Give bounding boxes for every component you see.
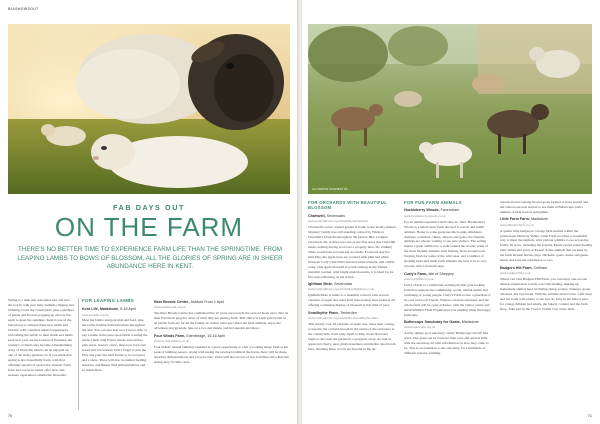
item-text: Curly's Farm is a traditional working mother goat looking farm that supports the community, social, mental health and wellbeing of young people. Curly's Farm is also a guardian of its own rare local breeds. Visitors can feed and hand, and the whole farm will be open at Easter, with the visitor centre and small Wildlife Farm Experiences lots running when the happy farm runs. (404, 282, 491, 317)
item-title: Four Winds Farm, Edenbridge, 15-16 April (154, 333, 225, 338)
page-number-left: 70 (8, 414, 13, 418)
intro-column (8, 298, 74, 380)
item-url[interactable]: www.badgershill.co.uk (500, 271, 531, 276)
item-title: Smallhythe Place, Tenterden (308, 310, 357, 315)
item-text: Ightham Mote is home to a beautiful orchard with several varieties of apple and other fruit trees having been planted, all offering a stunning display of blossom at this time of year. (308, 293, 395, 308)
orchards-column (308, 200, 396, 354)
item-url[interactable]: www.nationaltrust.org.uk/visit/kent/smallhythe-place (308, 316, 379, 320)
fun-animals-column (404, 200, 492, 359)
feature-standfirst: THERE'S NO BETTER TIME TO EXPERIENCE FARM LIFE THAN THE SPRINGTIME. FROM LEAPING LAMBS TO BOWS OF BLOSSOM, ALL THE GLORIES OF SPRING ARE IN SHEER ABUNDANCE HERE IN KENT. (17, 246, 283, 270)
item-text: The Rare Breeds Centre has confirmed that 10 years are towards the season! Keen up to date on their Facebook page for news of what they are putting forth. This 100-acre farm spectacular in an idyllic farm are for all the family, no matter what age! Meet the farm animals, enjoy the adventure playgrounds, take on a two-tier maize, and its lakeside and more. (154, 311, 289, 331)
item-text: For an animal experience that's like no other, Huckleberry Woods is a small rustic farm devoted to rescue and misfit animals. Home to some gorgeous micro-pigs, miniature donkeys, wallabies, sheep, alpacas and goats, the friendly animals are always waiting to see new visitors. The setting makes a great addition to a walk around the woods, some of the most friendly animals with friendly faces around town. Staying fresh for some of the wild ones, and a number of spoiling hand and small farm animals, the best is in so very woodsy with a blossom sign. (404, 219, 488, 269)
item-url[interactable]: www.nationaltrust.org.uk/visit/kent/chartwell (308, 219, 368, 224)
item-text: A quaint little hedgerow cottage farm nestled within the picturesque Medway Valley, Little Farm provides a wonderful way to meet the animals, with various wildlife to see across the farm's 50 acres, including the popular Easter events when feeding baby lambs and goats at Easter! Some animals that are kept by the farm include horses, pigs, chickens, goats, ducks and geese, sheep and even the odd alpaca or two. (500, 228, 592, 263)
item-text: Meet the lambs and goat kids and feed, take the bottle feeding demonstrations throughout the day! You can also hop on a Tractor ride, or pay a name in the pure open fields creating the perfect farm with Easter chicks and outdoor play areas, bouncy castle, meet new born and bored and ron wanted. Don't forget to join the Play and your fun with Easter to be recorded and a show. There will also be animal feeding sessions, and Bunny find demonstrations and so much more. (82, 318, 148, 373)
item-url[interactable]: www.littlefarmfarm.co.uk (500, 222, 534, 227)
lambs-photo (8, 24, 290, 194)
item-title: Rare Breeds Centre, Ashford From 1 April (154, 300, 225, 304)
orchards-heading: FOR ORCHARDS WITH BEAUTIFUL BLOSSOM (308, 200, 387, 211)
column-lead-text: reasons horses usually moved goats farmed or have started and the visitors are best season to see them at Buttercups with a number of kids born in springtime. (500, 200, 589, 214)
intro-text: Spring is a time that welcomes new life into the world, with new baby animals clinging and blinking across the countryside, plus a plethora of plants and flowers popping up all over the earth to greet the sunshine. Kent is one of the best places to witness these new births and blooms, with countless animal experiences welcoming the public to their fields and farms each new year. As the Garden of England, the county's orchards also become a mesmerising array of blossoms which can be enjoyed on one of our many gardens. So if you think that spring is also beautifully fresh, with first offerings sprouts of season the Jurassic fresh feed, and colors in which offer nice, and treasure experiences amidst the blossoms. (8, 298, 74, 377)
item-title: Ightham Mote, Sevenoaks (308, 282, 353, 287)
item-text: A truly quirky goat sanctuary called 'Buttercups' and 20 fine acres. The goats can be found in their own and several little with the sanctuary all with information on how they came to be. This is an extension to the sanctuary for a multitude of different reasons, farming. (404, 331, 489, 356)
item-title: Huckleberry Woods, Faversham (404, 208, 460, 213)
item-url[interactable]: www.kentlife.org.uk (82, 312, 109, 317)
item-url[interactable]: www.nationaltrust.org.uk/visit/kent/ightham-mote (308, 287, 375, 292)
more-farms-column (500, 200, 592, 314)
fun-animals-heading: FOR FUN FARM ANIMALS (404, 200, 462, 205)
goats-photo (308, 24, 592, 194)
item-text: Chartwell's sweet, walled garden is home to the mostly missed 'mystery' family tree still standing, adored by Winston Churchill's blossom throughout the period. Hire a tamper Chartwell, the orchard was one of the first areas that Churchill made creating having trod over a property here. Do walking while would later become his art studio. From late April to mid-May, the apple trees are covered with pink and white blossom. Lady Churchill's beloved white wisteria, still visible today. One apple blossom is worth visiting in the 'Winter Autumn' Garden, with bright pink blossoms, it is ideal for its frivolous reflecting on his return. (308, 225, 396, 279)
item-text: Where can visit Badgers Hill Farm, you can enjoy one-on-one animal experiences to help you with feeding, making up homemade animal feed, including sheep, ponies, donkeys, goats, chickens and rare breed. With the animals there is also a gift shop and tea room with plenty to see and do. Play in the indoor barn for young children and adults, the bakery counter and the farm shop. Take part in the Tractor Trailer tour of the farm. (500, 276, 592, 311)
item-title: Curly's Farm, Isle of Sheppey (404, 271, 454, 276)
column-divider (78, 298, 79, 410)
feature-eyebrow: FAB DAYS OUT (112, 203, 186, 212)
item-title: Little Farm Farm, Maidstone (500, 217, 548, 222)
magazine-tag: BIASHOWSOUT (8, 7, 39, 11)
feature-title: ON THE FARM (54, 212, 244, 242)
farms-column (154, 298, 290, 367)
item-url[interactable]: www.huckleberry-woods.co.uk (404, 213, 446, 218)
item-title: Kent Life, Maidstone, 5-16 April (82, 307, 136, 312)
item-url[interactable]: www.fourwindsfarm.co.uk (154, 338, 190, 343)
item-url[interactable]: www.buttercups.org.uk (404, 325, 436, 330)
item-text: Four Winds' annual lambing weekend is a great opportunity to visit a working sheep farm at the peak of lambing season. Along with seeing the newborn lambs in the barns, there will be sheep shearing demonstrations and a tractor ride. There will also be lots of fun activities and a kids fun spring play for little ones. (154, 344, 290, 364)
right-page (302, 0, 600, 424)
item-text: This mostly over 16 varieties of apple tree, dress their cottage crossed in the orchard, bloom in the centre of the enclosure at the countryside, from early April to May, those blossoms begin to decorate the garden in a gorgeous array. As well as apple and cherry, pear, plum, hazelnuts and medlar also bloom here, meaning these crocus are beyond in the air. (308, 321, 396, 351)
item-url[interactable]: www.curlysfarm.co.uk (404, 277, 434, 282)
lambs-heading: FOR LEAPING LAMBS (82, 298, 134, 303)
item-title: Chartwell, Sevenoaks (308, 213, 345, 218)
photo-credit: ALL PHOTOS COURTESY OF ... (312, 188, 351, 191)
item-title: Buttercups Sanctuary for Goats, Maidstone (404, 320, 479, 325)
item-title: Badgers Hill Farm, Chilham (500, 265, 548, 270)
page-number-right: 71 (587, 414, 592, 418)
left-page (0, 0, 298, 424)
item-url[interactable]: www.rarebreeds.org.uk (154, 305, 186, 310)
lambs-column (82, 298, 148, 376)
